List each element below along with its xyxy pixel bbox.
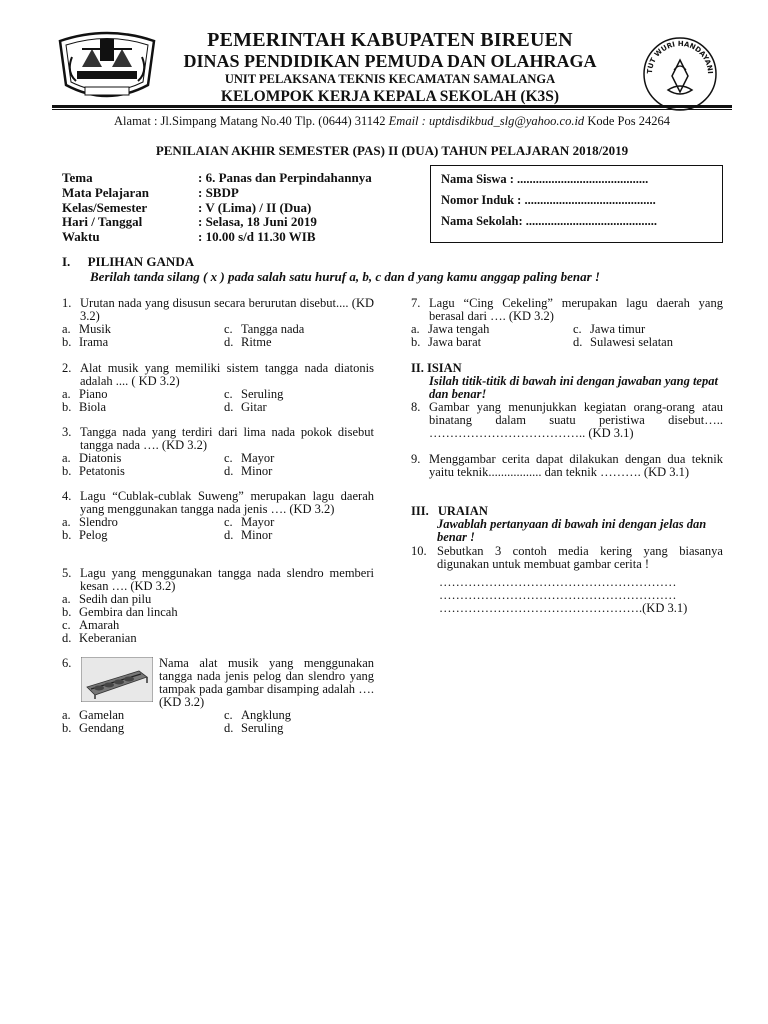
question-6-text: Nama alat musik yang menggunakan tangga nada jenis pelog dan slendro yang tampak pada gambar disamping adalah …. (KD 3.2) <box>159 656 374 709</box>
option[interactable]: a. Slendro <box>62 515 118 529</box>
question-number: 7. <box>411 296 421 310</box>
question-number: 1. <box>62 296 72 310</box>
question-number: 10. <box>411 544 427 558</box>
option[interactable]: d. Ritme <box>224 335 272 349</box>
question-6-number: 6. <box>62 656 72 670</box>
section-3-title: URAIAN <box>437 504 488 518</box>
option[interactable]: a. Diatonis <box>62 451 122 465</box>
question-text: Sebutkan 3 contoh media kering yang biasanya digunakan untuk membuat gambar cerita ! <box>437 544 723 571</box>
address-prefix: Alamat : Jl.Simpang Matang No.40 Tlp. (0644) 31142 <box>114 114 389 128</box>
address-suffix: Kode Pos 24264 <box>584 114 670 128</box>
exam-title: PENILAIAN AKHIR SEMESTER (PAS) II (DUA) TAHUN PELAJARAN 2018/2019 <box>155 143 629 158</box>
answer-line[interactable]: ………………………………………….(KD 3.1) <box>439 601 688 615</box>
option[interactable]: c. Seruling <box>224 387 284 401</box>
header-line-4: KELOMPOK KERJA KEPALA SEKOLAH (K3S) <box>220 87 560 105</box>
option[interactable]: c. Angklung <box>224 708 291 722</box>
question-number: 8. <box>411 400 421 414</box>
option[interactable]: a. Jawa tengah <box>411 322 490 336</box>
option[interactable]: d. Minor <box>224 464 273 478</box>
option[interactable]: a. Sedih dan pilu <box>62 592 152 606</box>
school-address <box>52 114 732 129</box>
answer-line[interactable]: ………………………………………………… <box>439 588 677 602</box>
question-10 <box>411 545 723 615</box>
question-text: Lagu “Cublak-cublak Suweng” merupakan lagu daerah yang menggunakan tangga nada jenis …. (KD 3.2) <box>80 489 374 516</box>
option[interactable]: c. Mayor <box>224 451 275 465</box>
question-2 <box>62 362 374 414</box>
info-label: Mata Pelajaran <box>62 184 150 200</box>
option[interactable]: c. Tangga nada <box>224 322 305 336</box>
option[interactable]: c. Amarah <box>62 618 120 632</box>
info-row <box>62 171 372 186</box>
school-name-field[interactable]: Nama Sekolah: .......................................... <box>441 214 657 228</box>
question-text: Gambar yang menunjukkan kegiatan orang-orang atau binatang dalam suatu peristiwa disebut….. ……………………………….. (KD 3.1) <box>429 400 723 440</box>
info-label: Kelas/Semester <box>62 199 148 215</box>
student-identity-box <box>430 165 723 243</box>
section-1-title: PILIHAN GANDA <box>87 254 195 269</box>
question-5 <box>62 567 374 645</box>
option[interactable]: d. Minor <box>224 528 273 542</box>
student-id-field[interactable]: Nomor Induk : .......................................... <box>441 193 656 207</box>
address-email: Email : uptdisdikbud_slg@yahoo.co.id <box>388 114 585 128</box>
info-value: : 10.00 s/d 11.30 WIB <box>198 229 316 245</box>
option[interactable]: b. Pelog <box>62 528 108 542</box>
info-row <box>62 215 372 230</box>
option[interactable]: b. Gendang <box>62 721 125 735</box>
option[interactable]: d. Gitar <box>224 400 267 414</box>
question-text: Tangga nada yang terdiri dari lima nada pokok disebut tangga nada …. (KD 3.2) <box>80 425 374 452</box>
question-1 <box>62 297 374 349</box>
letterhead-divider <box>52 105 732 108</box>
option[interactable]: d. Sulawesi selatan <box>573 335 673 349</box>
option[interactable]: b. Biola <box>62 400 107 414</box>
section-3-instruction: Jawablah pertanyaan di bawah ini dengan jelas dan benar ! <box>437 517 707 544</box>
question-text: Lagu “Cing Cekeling” merupakan lagu daerah yang berasal dari …. (KD 3.2) <box>429 296 723 323</box>
info-label: Hari / Tanggal <box>62 214 143 230</box>
info-value: : 6. Panas dan Perpindahannya <box>198 170 372 185</box>
section-1-heading <box>62 254 194 270</box>
section-1-number: I. <box>62 254 71 269</box>
section-3-number: III. <box>411 504 429 518</box>
logo-right-text: TUT WURI HANDAYANI <box>645 39 715 75</box>
question-text: Alat musik yang memiliki sistem tangga nada diatonis adalah .... ( KD 3.2) <box>80 361 374 388</box>
option[interactable]: a. Musik <box>62 322 111 336</box>
option[interactable]: b. Jawa barat <box>411 335 482 349</box>
header-line-3: UNIT PELAKSANA TEKNIS KECAMATAN SAMALANGA <box>224 72 556 86</box>
tut-wuri-handayani-logo <box>640 32 720 112</box>
question-3 <box>62 426 374 478</box>
student-name-field[interactable]: Nama Siswa : .......................................... <box>441 172 649 186</box>
info-row <box>62 230 372 245</box>
option[interactable]: b. Gembira dan lincah <box>62 605 178 619</box>
info-value: : Selasa, 18 Juni 2019 <box>198 214 317 230</box>
info-label: Waktu <box>62 229 100 245</box>
question-number: 5. <box>62 566 72 580</box>
question-number: 3. <box>62 425 72 439</box>
info-label: Tema <box>62 170 93 185</box>
option[interactable]: a. Gamelan <box>62 708 125 722</box>
bireuen-emblem-logo <box>52 27 162 109</box>
option[interactable]: b. Irama <box>62 335 109 349</box>
option[interactable]: c. Jawa timur <box>573 322 646 336</box>
option[interactable]: a. Piano <box>62 387 108 401</box>
header-line-2: DINAS PENDIDIKAN PEMUDA DAN OLAHRAGA <box>183 51 597 71</box>
option[interactable]: b. Petatonis <box>62 464 125 478</box>
header-line-1: PEMERINTAH KABUPATEN BIREUEN <box>207 29 573 51</box>
answer-line[interactable]: ………………………………………………… <box>439 575 677 589</box>
question-text: Urutan nada yang disusun secara berurutan disebut.... (KD 3.2) <box>80 296 374 323</box>
question-9 <box>411 453 723 479</box>
question-number: 9. <box>411 452 421 466</box>
question-text: Lagu yang menggunakan tangga nada slendro memberi kesan …. (KD 3.2) <box>80 566 374 593</box>
question-number: 4. <box>62 489 72 503</box>
section-1-instruction: Berilah tanda silang ( x ) pada salah satu huruf a, b, c dan d yang kamu anggap paling benar ! <box>90 269 600 284</box>
question-6-options <box>62 709 374 735</box>
question-4 <box>62 490 374 542</box>
letterhead-divider-thin <box>52 109 732 110</box>
question-8 <box>411 401 723 440</box>
section-2-heading: II. ISIAN <box>411 361 462 375</box>
question-number: 2. <box>62 361 72 375</box>
option[interactable]: d. Seruling <box>224 721 284 735</box>
info-row <box>62 186 372 201</box>
gamelan-picture <box>81 657 153 702</box>
question-text: Menggambar cerita dapat dilakukan dengan dua teknik yaitu teknik................. dan teknik ………. (KD 3.1) <box>429 452 723 479</box>
info-value: : SBDP <box>198 184 239 200</box>
letterhead <box>150 30 630 104</box>
option[interactable]: d. Keberanian <box>62 631 137 645</box>
info-row <box>62 201 372 216</box>
question-7 <box>411 297 723 349</box>
exam-info <box>62 171 372 245</box>
option[interactable]: c. Mayor <box>224 515 275 529</box>
section-2-instruction: Isilah titik-titik di bawah ini dengan jawaban yang tepat dan benar! <box>429 374 718 401</box>
info-value: : V (Lima) / II (Dua) <box>198 199 312 215</box>
